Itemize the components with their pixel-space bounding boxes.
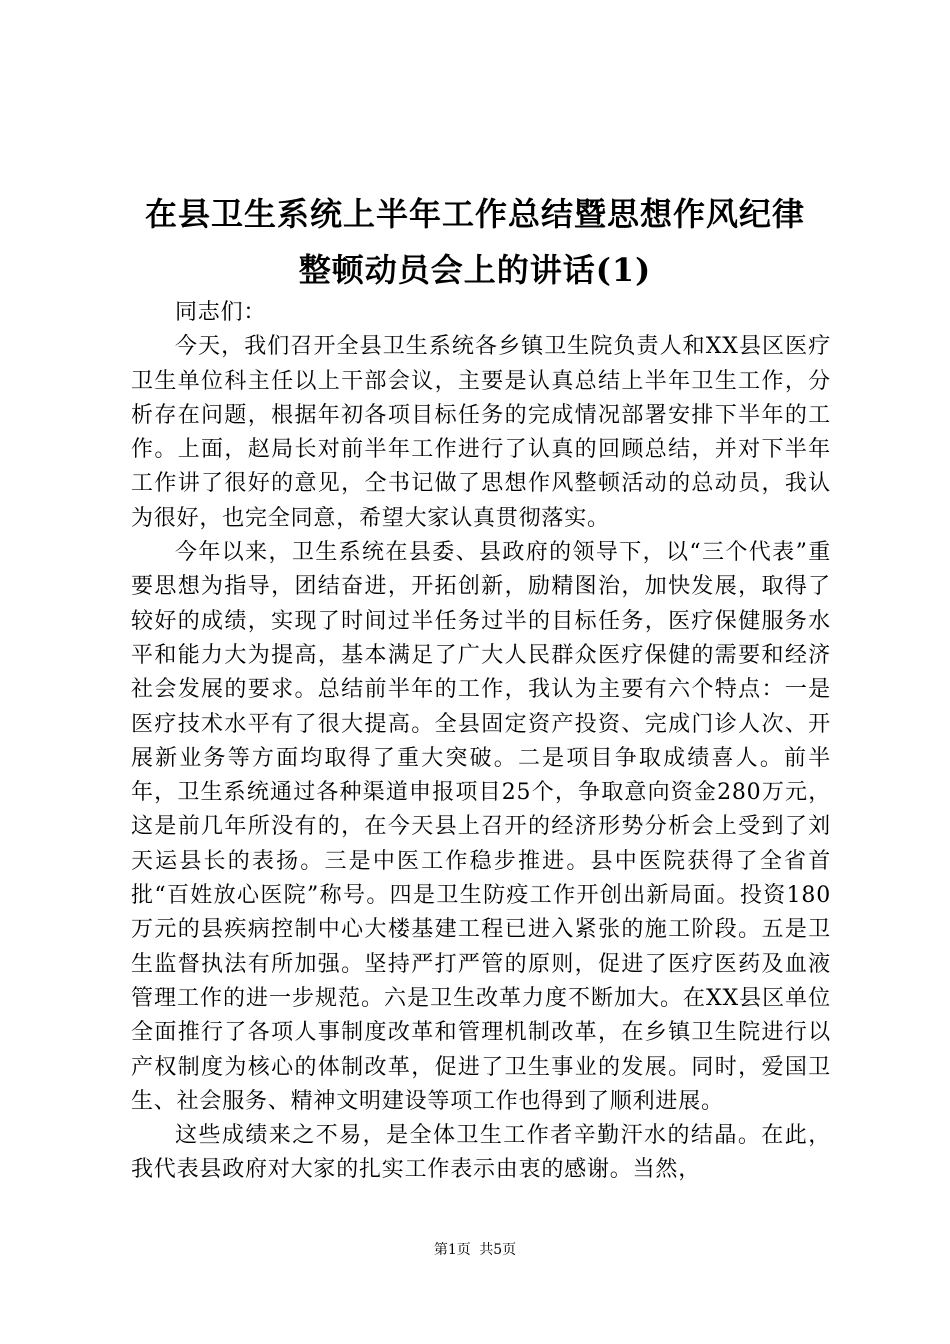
page-number: 第1页 [433, 1242, 471, 1258]
paragraph-3: 这些成绩来之不易，是全体卫生工作者辛勤汗水的结晶。在此，我代表县政府对大家的扎实工作表示由衷的感谢。当然， [131, 1123, 831, 1183]
paragraph-1: 今天，我们召开全县卫生系统各乡镇卫生院负责人和XX县区医疗卫生单位科主任以上干部会议，主要是认真总结上半年卫生工作，分析存在问题，根据年初各项目标任务的完成情况部署安排下半年的工作。上面，赵局长对前半年工作进行了认真的回顾总结，并对下半年工作讲了很好的意见，仝书记做了思想作风整顿活动的总动员，我认为很好，也完全同意，希望大家认真贯彻落实。 [131, 334, 831, 531]
salutation: 同志们： [175, 300, 267, 325]
document-body [131, 296, 831, 1188]
document-title [0, 186, 950, 298]
page-total: 共5页 [479, 1242, 517, 1258]
title-line-2: 整顿动员会上的讲话(1) [298, 251, 652, 289]
page-footer [0, 1240, 950, 1260]
title-line-1: 在县卫生系统上半年工作总结暨思想作风纪律 [144, 195, 805, 233]
paragraph-2: 今年以来，卫生系统在县委、县政府的领导下，以“三个代表”重要思想为指导，团结奋进，开拓创新，励精图治，加快发展，取得了较好的成绩，实现了时间过半任务过半的目标任务，医疗保健服务水平和能力大为提高，基本满足了广大人民群众医疗保健的需要和经济社会发展的要求。总结前半年的工作，我认为主要有六个特点：一是医疗技术水平有了很大提高。全县固定资产投资、完成门诊人次、开展新业务等方面均取得了重大突破。二是项目争取成绩喜人。前半年，卫生系统通过各种渠道申报项目25个，争取意向资金280万元，这是前几年所没有的，在今天县上召开的经济形势分析会上受到了刘天运县长的表扬。三是中医工作稳步推进。县中医院获得了全省首批“百姓放心医院”称号。四是卫生防疫工作开创出新局面。投资180万元的县疾病控制中心大楼基建工程已进入紧张的施工阶段。五是卫生监督执法有所加强。坚持严打严管的原则，促进了医疗医药及血液管理工作的进一步规范。六是卫生改革力度不断加大。在XX县区单位全面推行了各项人事制度改革和管理机制改革，在乡镇卫生院进行以产权制度为核心的体制改革，促进了卫生事业的发展。同时，爱国卫生、社会服务、精神文明建设等项工作也得到了顺利进展。 [131, 540, 831, 1114]
